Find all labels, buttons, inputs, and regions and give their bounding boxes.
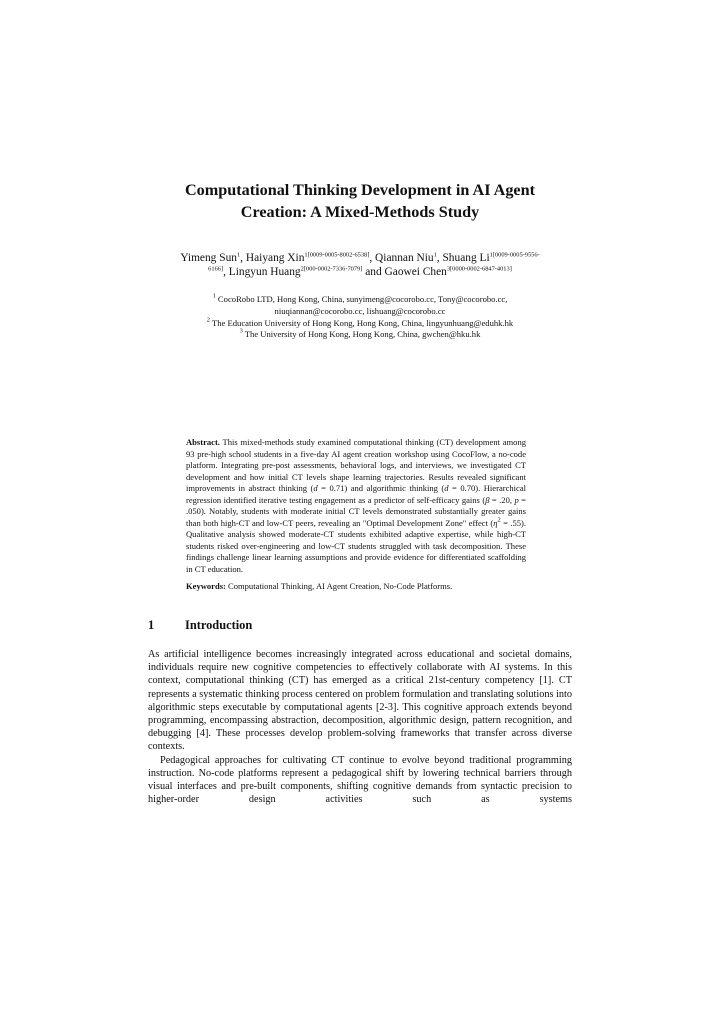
affiliation-mark: 2	[206, 316, 210, 324]
abstract-text: = 0.71) and algorithmic thinking (	[317, 483, 445, 493]
title-block	[148, 180, 572, 223]
eta-symbol: η	[493, 517, 498, 528]
eta-exponent: 2	[497, 516, 501, 523]
p-value-symbol: p	[514, 494, 519, 505]
author-orcid-mark: 3[0000-0002-6847-4013]	[446, 265, 512, 273]
author-name: , Haiyang Xin	[240, 252, 305, 264]
author-orcid-mark: 1[0009-0005-9556-	[489, 251, 540, 259]
abstract	[186, 437, 526, 575]
effect-size-symbol: d	[313, 483, 318, 493]
section-heading	[148, 617, 252, 633]
abstract-text: = .050). Notably, students with moderate initial CT levels demonstrated substantially greater gains than both high-CT and low-CT peers, revealing an "Optimal Development Zone" effect (	[186, 494, 526, 528]
affiliation-mark: 1	[212, 292, 216, 300]
author-orcid-mark: 6166]	[208, 265, 224, 273]
introduction-body	[148, 648, 572, 806]
paragraph: Pedagogical approaches for cultivating CT continue to evolve beyond traditional programming instruction. No-code platforms represent a pedagogical shift by lowering technical barriers through visual interfaces and pre-built components, shifting cognitive demands from syntactic precision to higher-order design activities such as systems	[148, 754, 572, 806]
paper-title-line-1: Computational Thinking Development in AI Agent	[184, 181, 536, 199]
keywords-label: Keywords:	[186, 581, 226, 591]
affiliation-text: The University of Hong Kong, Hong Kong, China, gwchen@hku.hk	[242, 329, 481, 340]
author-name: , Lingyun Huang	[223, 266, 301, 278]
keywords-text: Computational Thinking, AI Agent Creation, No-Code Platforms.	[225, 581, 453, 591]
abstract-text: = .55). Qualitative analysis showed moderate-CT students exhibited adaptive expertise, while high-CT students risked over-engineering and low-CT students struggled with task decomposition. These findings challenge linear learning assumptions and provide evidence for differentiated scaffolding in CT education.	[186, 517, 527, 574]
author-orcid-mark: 2[000-0002-7336-7079]	[300, 265, 363, 273]
section-number: 1	[148, 618, 155, 632]
paper-title-line-2: Creation: A Mixed-Methods Study	[240, 202, 480, 221]
affiliation-text: The Education University of Hong Kong, Hong Kong, China, lingyunhuang@eduhk.hk	[209, 317, 514, 328]
author-name: , Shuang Li	[436, 252, 490, 264]
section-title: Introduction	[185, 618, 253, 632]
author-name: and Gaowei Chen	[362, 266, 447, 278]
abstract-text: = .20,	[489, 494, 515, 505]
author-name: , Qiannan Niu	[369, 252, 434, 264]
author-name: Yimeng Sun	[180, 252, 237, 264]
affiliations	[148, 294, 572, 341]
author-orcid-mark: 1[0009-0005-8002-6538]	[304, 251, 370, 259]
effect-size-symbol: d	[444, 483, 449, 493]
author-affiliation-mark: 1	[236, 251, 241, 259]
affiliation-1-cont: niuqiannan@cocorobo.cc, lishuang@cocorobo.cc	[274, 305, 446, 316]
abstract-text: This mixed-methods study examined computational thinking (CT) development among 93 pre-high school students in a five-day AI agent creation workshop using CocoFlow, a no-code platform. Integrating pre-post assessments, behavioral logs, and interviews, we investigated CT development and how initial CT levels shape learning trajectories. Results revealed significant improvements in abstract thinking (	[186, 437, 526, 493]
affiliation-1	[148, 294, 572, 306]
affiliation-3	[148, 329, 572, 341]
abstract-label: Abstract.	[186, 437, 220, 447]
paragraph: As artificial intelligence becomes increasingly integrated across educational and societal domains, individuals require new cognitive competencies to effectively collaborate with AI systems. In this context, computational thinking (CT) has emerged as a critical 21st-century competency [1]. CT represents a systematic thinking process centered on problem formulation and translating solutions into algorithmic steps executable by computational agents [2-3]. This cognitive approach extends beyond programming, encompassing abstraction, decomposition, algorithmic design, pattern recognition, and debugging [4]. These processes develop problem-solving frameworks that transfer across diverse contexts.	[148, 649, 572, 753]
author-line-2	[148, 265, 572, 279]
author-line-1	[148, 251, 572, 265]
keywords	[186, 581, 526, 593]
abstract-text: = 0.70). Hierarchical regression identified iterative testing engagement as a predictor of self-efficacy gains (	[186, 483, 526, 505]
affiliation-2	[148, 318, 572, 330]
author-affiliation-mark: 1	[433, 251, 437, 259]
author-list	[148, 251, 572, 279]
beta-symbol: β	[485, 494, 490, 505]
affiliation-mark: 3	[239, 327, 243, 335]
affiliation-text: CocoRobo LTD, Hong Kong, China, sunyimeng@cocorobo.cc, Tony@cocorobo.cc,	[215, 294, 508, 304]
